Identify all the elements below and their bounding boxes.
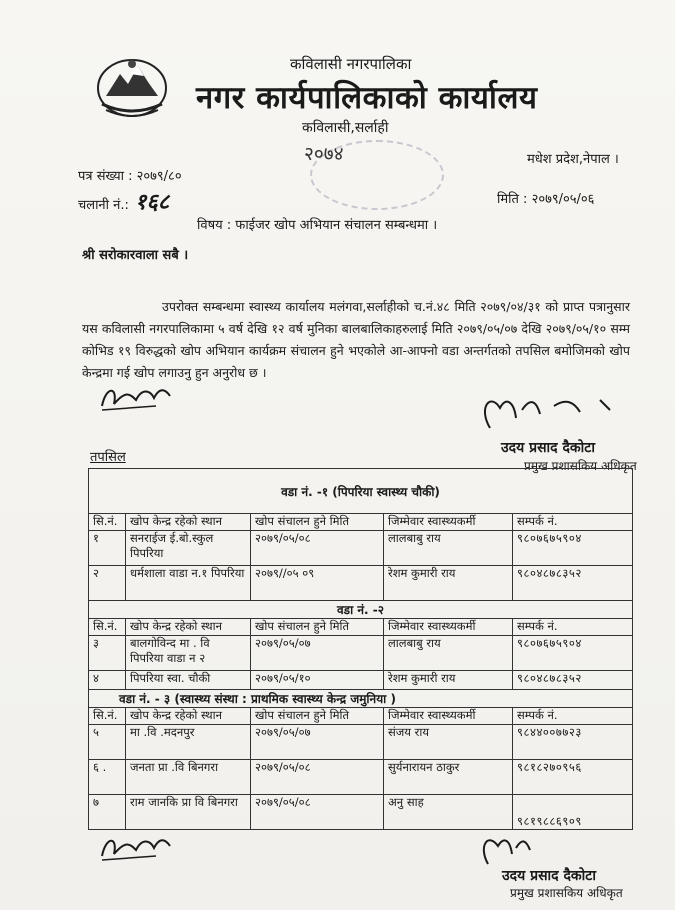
initials-signature — [96, 376, 176, 416]
date-cell: २०७९/०५/०७ — [251, 636, 384, 671]
date-cell: २०७९//०५ ०९ — [251, 566, 384, 601]
chalani-number: १६८ — [134, 190, 170, 215]
table-row — [89, 760, 633, 795]
worker-cell: रेशम कुमारी राय — [384, 566, 513, 601]
office-address: कविलासी,सर्लाही — [302, 120, 389, 136]
stamp-number: २०७४ — [304, 143, 344, 165]
officer-title: प्रमुख प्रशासकिय अधिकृत — [524, 459, 637, 473]
letter-body-text: उपरोक्त सम्बन्धमा स्वास्थ्य कार्यालय मलंगवा,सर्लाहीको च.नं.४८ मिति २०७९/०४/३१ को प्राप्त पत्रानुसार यस कविलासी नगरपालिकामा ५ वर्ष देखि १२ वर्ष मुनिका बालबालिकाहरुलाई मिति २०७९/०५/०७ देखि २०७९/०५/१० सम्म कोभिड १९ विरुद्धको खोप अभियान कार्यक्रम संचालन हुने भएकोले आ-आफ्नो वडा अन्तर्गतको तपसिल बमोजिमको खोप केन्द्रमा गई खोप लगाउनु हुन अनुरोध छ । — [82, 299, 630, 380]
serial-cell: ३ — [89, 636, 126, 671]
chalani-line — [78, 186, 169, 216]
column-header: खोप संचालन हुने मिति — [251, 619, 384, 636]
table-row — [89, 725, 633, 760]
tapsil-heading: तपसिल — [90, 450, 126, 465]
officer-name-bottom: उदय प्रसाद दैकोटा — [502, 868, 596, 884]
date-cell: २०७९/०५/०७ — [251, 725, 384, 760]
ward-heading-row — [89, 601, 633, 619]
serial-cell: ४ — [89, 671, 126, 690]
column-header: सि.नं. — [89, 514, 126, 531]
place-cell: पिपरिया स्वा. चौकी — [126, 671, 251, 690]
column-header: जिम्मेवार स्वास्थ्यकर्मी — [384, 619, 513, 636]
phone-cell: ९८०७६७५९०४ — [513, 636, 633, 671]
place-cell: जनता प्रा .वि बिनगरा — [126, 760, 251, 795]
phone-cell: ९८१९८८६९०९ — [513, 795, 633, 830]
worker-cell: रेशम कुमारी राय — [384, 671, 513, 690]
ward-heading-row — [89, 690, 633, 708]
date-cell: २०७९/०५/१० — [251, 671, 384, 690]
column-header: जिम्मेवार स्वास्थ्यकर्मी — [384, 514, 513, 531]
column-header: सि.नं. — [89, 708, 126, 725]
org-name: कविलासी नगरपालिका — [290, 55, 412, 73]
phone-cell: ९८०७६७५९०४ — [513, 531, 633, 566]
column-header: खोप संचालन हुने मिति — [251, 708, 384, 725]
phone-cell: ९८४४००७७२३ — [513, 725, 633, 760]
place-cell: मा .वि .मदनपुर — [126, 725, 251, 760]
column-header-row — [89, 619, 633, 636]
salutation: श्री सरोकारवाला सबै । — [82, 248, 189, 263]
place-cell: राम जानकि प्रा वि बिनगरा — [126, 795, 251, 830]
serial-cell: २ — [89, 566, 126, 601]
officer-name: उदय प्रसाद दैकोटा — [501, 440, 595, 456]
ward-heading-row — [89, 469, 633, 514]
office-title: नगर कार्यपालिकाको कार्यालय — [196, 80, 538, 116]
place-cell: सनराईज ई.बो.स्कुल पिपरिया — [126, 531, 251, 566]
subject-line: विषय : फाईजर खोप अभियान संचालन सम्बन्धमा । — [197, 218, 438, 233]
serial-cell: ७ — [89, 795, 126, 830]
place-cell: बालगोविन्द मा . वि पिपरिया वाडा न २ — [126, 636, 251, 671]
table-row — [89, 531, 633, 566]
letter-date: मिति : २०७९/०५/०६ — [497, 192, 595, 207]
ward-title: वडा नं. -२ — [89, 601, 633, 619]
serial-cell: ६ . — [89, 760, 126, 795]
worker-cell: लालबाबु राय — [384, 636, 513, 671]
chalani-label: चलानी नं.: — [78, 198, 129, 213]
phone-cell: ९८०४८७८३५२ — [513, 566, 633, 601]
ward-title: वडा नं. -१ (पिपरिया स्वास्थ्य चौकी) — [89, 469, 633, 514]
worker-cell: सुर्यनारायन ठाकुर — [384, 760, 513, 795]
column-header-row — [89, 514, 633, 531]
column-header: सम्पर्क नं. — [513, 619, 633, 636]
date-cell: २०७९/०५/०८ — [251, 760, 384, 795]
column-header: खोप संचालन हुने मिति — [251, 514, 384, 531]
table-row — [89, 636, 633, 671]
phone-cell: ९८०४८७८३५२ — [513, 671, 633, 690]
table-row — [89, 795, 633, 830]
officer-signature-bottom — [474, 828, 534, 868]
letter-body — [82, 296, 630, 384]
column-header: खोप केन्द्र रहेको स्थान — [126, 708, 251, 725]
column-header: खोप केन्द्र रहेको स्थान — [126, 619, 251, 636]
place-cell: धर्मशाला वाडा न.१ पिपरिया — [126, 566, 251, 601]
column-header: सम्पर्क नं. — [513, 708, 633, 725]
nepal-emblem-logo — [92, 52, 172, 120]
date-cell: २०७९/०५/०८ — [251, 795, 384, 830]
patra-sankhya: पत्र संख्या : २०७९/८० — [78, 169, 182, 184]
table-row — [89, 566, 633, 601]
column-header-row — [89, 708, 633, 725]
officer-signature — [470, 388, 640, 438]
table-row — [89, 671, 633, 690]
date-cell: २०७९/०५/०८ — [251, 531, 384, 566]
phone-cell: ९८१८२७०९५६ — [513, 760, 633, 795]
column-header: सम्पर्क नं. — [513, 514, 633, 531]
ward-title: वडा नं. - ३ (स्वास्थ्य संस्था : प्राथमिक स्वास्थ्य केन्द्र जमुनिया ) — [89, 690, 633, 708]
column-header: सि.नं. — [89, 619, 126, 636]
serial-cell: १ — [89, 531, 126, 566]
province-label: मधेश प्रदेश,नेपाल । — [527, 152, 619, 167]
column-header: खोप केन्द्र रहेको स्थान — [126, 514, 251, 531]
officer-title-bottom: प्रमुख प्रशासकिय अधिकृत — [510, 886, 623, 900]
serial-cell: ५ — [89, 725, 126, 760]
worker-cell: संजय राय — [384, 725, 513, 760]
worker-cell: लालबाबु राय — [384, 531, 513, 566]
worker-cell: अनु साह — [384, 795, 513, 830]
column-header: जिम्मेवार स्वास्थ्यकर्मी — [384, 708, 513, 725]
vaccination-schedule-table — [88, 468, 633, 830]
initials-signature-bottom — [96, 826, 176, 866]
